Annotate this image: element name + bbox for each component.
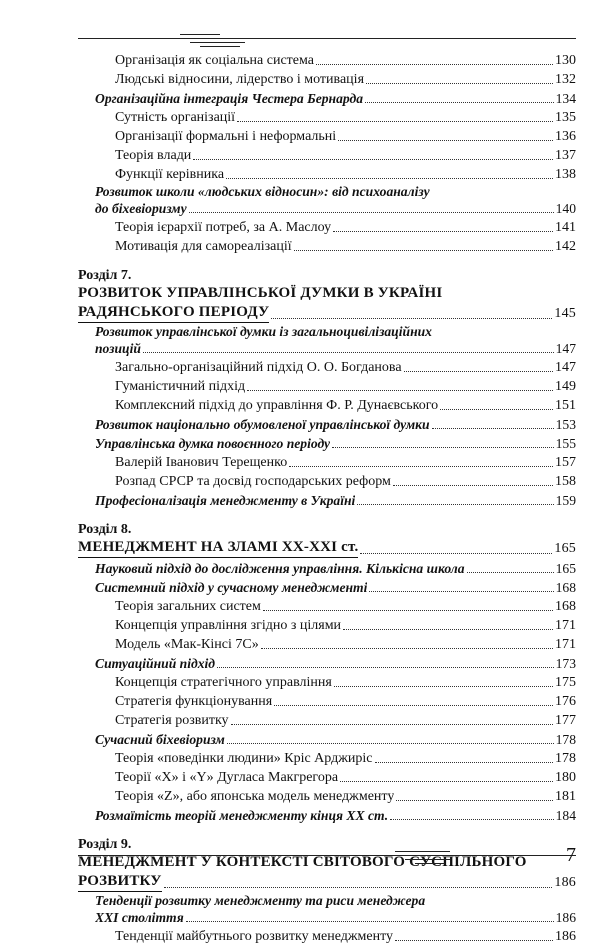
dot-leader bbox=[467, 572, 554, 573]
dot-leader bbox=[340, 781, 553, 782]
dot-leader bbox=[247, 390, 553, 391]
toc-entry-page: 184 bbox=[555, 808, 576, 823]
toc-entry-page: 153 bbox=[555, 417, 576, 432]
toc-entry-page: 176 bbox=[555, 694, 576, 709]
toc-entry[interactable] bbox=[78, 414, 576, 433]
section-7-page: 145 bbox=[554, 306, 576, 321]
bottom-ornament-line-1 bbox=[395, 851, 450, 852]
dot-leader bbox=[294, 250, 553, 251]
toc-entry[interactable] bbox=[78, 615, 576, 634]
toc-entry-text: Управлінська думка повоєнного періоду bbox=[95, 436, 331, 451]
section-7-title-line1: РОЗВИТОК УПРАВЛІНСЬКОЇ ДУМКИ В УКРАЇНІ bbox=[78, 285, 443, 301]
toc-entry-page: 130 bbox=[555, 53, 576, 68]
toc-entry-text: Розвиток національно обумовленої управлінської думки bbox=[95, 417, 430, 432]
toc-entry-page: 142 bbox=[555, 239, 576, 254]
toc-entry[interactable] bbox=[78, 805, 576, 824]
toc-entry-page: 168 bbox=[555, 580, 576, 595]
toc-entry-page: 175 bbox=[555, 675, 576, 690]
section-9-title-line2[interactable]: РОЗВИТКУ 186 bbox=[78, 873, 576, 890]
dot-leader bbox=[226, 178, 553, 179]
toc-entry-text: Організаційна інтеграція Честера Бернарда bbox=[95, 91, 364, 106]
toc-entry-page: 171 bbox=[555, 618, 576, 633]
page-number: 7 bbox=[566, 844, 576, 866]
bottom-ornament-line-2 bbox=[405, 859, 450, 860]
toc-entry[interactable] bbox=[78, 471, 576, 490]
toc-entry-page: 141 bbox=[555, 220, 576, 235]
toc-entry[interactable] bbox=[78, 145, 576, 164]
toc-entry[interactable] bbox=[78, 433, 576, 452]
toc-entry[interactable] bbox=[78, 748, 576, 767]
toc-entry[interactable] bbox=[78, 164, 576, 183]
toc-entry-page: 155 bbox=[555, 436, 576, 451]
dot-leader bbox=[404, 371, 553, 372]
toc-entry-page: 158 bbox=[555, 474, 576, 489]
toc-entry-text: Людські відносини, лідерство і мотивація bbox=[115, 72, 365, 87]
toc-entry-page: 186 bbox=[555, 929, 576, 944]
dot-leader bbox=[316, 64, 553, 65]
dot-leader bbox=[237, 121, 553, 122]
toc-entry-text: Модель «Мак-Кінсі 7С» bbox=[115, 637, 259, 652]
toc-entry-page: 178 bbox=[555, 751, 576, 766]
dot-leader bbox=[390, 819, 553, 820]
dot-leader bbox=[231, 724, 553, 725]
toc-entry[interactable] bbox=[78, 357, 576, 376]
toc-entry-text: Науковий підхід до дослідження управління. Кількісна школа bbox=[95, 561, 465, 576]
dot-leader bbox=[332, 447, 554, 448]
toc-entry-text: Тенденції майбутнього розвитку менеджменту bbox=[115, 929, 394, 944]
dot-leader bbox=[289, 466, 553, 467]
dot-leader bbox=[334, 686, 553, 687]
toc-entry-page: 140 bbox=[555, 201, 576, 216]
toc-entry-text: Загально-організаційний підхід О. О. Богданова bbox=[115, 360, 402, 375]
toc-entry-page: 171 bbox=[555, 637, 576, 652]
dot-leader bbox=[357, 504, 553, 505]
dot-leader bbox=[333, 231, 553, 232]
section-9-page: 186 bbox=[554, 875, 576, 890]
toc-entry[interactable] bbox=[78, 653, 576, 672]
toc-entry-text: Функції керівника bbox=[115, 167, 225, 182]
toc-entry-text: Комплексний підхід до управління Ф. Р. Дунаєвського bbox=[115, 398, 439, 413]
toc-entry[interactable] bbox=[78, 126, 576, 145]
toc-entry-text: Розпад СРСР та досвід господарських реформ bbox=[115, 474, 391, 489]
toc-entry[interactable] bbox=[78, 395, 576, 414]
dot-leader bbox=[396, 800, 553, 801]
toc-block-1 bbox=[78, 50, 576, 183]
toc-entry-text: Сутність організації bbox=[115, 110, 236, 125]
section-7-title-line2[interactable]: РАДЯНСЬКОГО ПЕРІОДУ 145 bbox=[78, 304, 576, 321]
toc-entry-page: 151 bbox=[555, 398, 576, 413]
toc-entry[interactable] bbox=[78, 596, 576, 615]
toc-entry-page: 177 bbox=[555, 713, 576, 728]
dot-leader bbox=[393, 485, 553, 486]
section-7-label: Розділ 7. bbox=[78, 268, 132, 283]
toc-entry-page: 159 bbox=[555, 493, 576, 508]
toc-entry-wrapped[interactable]: Розвиток управлінської думки із загальноцивілізаційних позицій 147 bbox=[95, 324, 576, 356]
toc-entry-text-line2: до біхевіоризму bbox=[95, 201, 187, 216]
toc-entry[interactable] bbox=[78, 786, 576, 805]
toc-entry-text: Професіоналізація менеджменту в Україні bbox=[95, 493, 356, 508]
dot-leader bbox=[227, 743, 554, 744]
toc-entry[interactable] bbox=[78, 236, 576, 255]
dot-leader bbox=[440, 409, 553, 410]
toc-entry-text: Розмаїтість теорій менеджменту кінця ХХ ст. bbox=[95, 808, 389, 823]
toc-entry[interactable] bbox=[78, 729, 576, 748]
toc-entry-text: Системний підхід у сучасному менеджменті bbox=[95, 580, 368, 595]
toc-entry-wrapped[interactable]: Тенденції розвитку менеджменту та риси менеджера ХХІ століття 186 bbox=[95, 893, 576, 925]
section-9-label: Розділ 9. bbox=[78, 837, 132, 852]
toc-entry-page: 136 bbox=[555, 129, 576, 144]
toc-entry[interactable] bbox=[78, 69, 576, 88]
toc-entry-wrapped[interactable] bbox=[78, 183, 576, 217]
bottom-ornament-line-3 bbox=[415, 863, 445, 864]
top-rule bbox=[78, 38, 576, 39]
top-ornament-line-2 bbox=[190, 42, 245, 43]
toc-entry[interactable] bbox=[78, 558, 576, 577]
toc-entry-text: Організація як соціальна система bbox=[115, 53, 314, 68]
dot-leader bbox=[365, 102, 554, 103]
toc-entry-text: Мотивація для самореалізації bbox=[115, 239, 292, 254]
dot-leader bbox=[263, 610, 553, 611]
toc-entry-text: Гуманістичний підхід bbox=[115, 379, 246, 394]
toc-entry-text: Концепція стратегічного управління bbox=[115, 675, 332, 690]
toc-entry-page: 134 bbox=[555, 91, 576, 106]
toc-entry[interactable] bbox=[78, 691, 576, 710]
toc-entry-text-line1: Розвиток школи «людських відносин»: від психоаналізу bbox=[95, 184, 430, 199]
toc-entry-page: 138 bbox=[555, 167, 576, 182]
dot-leader bbox=[193, 159, 553, 160]
toc-entry-text: Теорія ієрархії потреб, за А. Маслоу bbox=[115, 220, 332, 235]
toc-entry[interactable] bbox=[78, 672, 576, 691]
toc-entry-text: Теорія «поведінки людини» Кріс Арджиріс bbox=[115, 751, 373, 766]
dot-leader bbox=[343, 629, 553, 630]
toc-entry-text: Концепція управління згідно з цілями bbox=[115, 618, 342, 633]
toc-entry-page: 137 bbox=[555, 148, 576, 163]
dot-leader bbox=[274, 705, 553, 706]
section-9-entries bbox=[78, 926, 576, 945]
toc-entry[interactable] bbox=[78, 217, 576, 236]
toc-entry[interactable] bbox=[78, 376, 576, 395]
toc-entry-text: Теорія «Z», або японська модель менеджменту bbox=[115, 789, 395, 804]
table-of-contents bbox=[78, 50, 576, 945]
toc-entry-text: Стратегія функціонування bbox=[115, 694, 273, 709]
toc-entry-page: 181 bbox=[555, 789, 576, 804]
toc-block-1b bbox=[78, 217, 576, 255]
dot-leader bbox=[432, 428, 554, 429]
toc-entry[interactable] bbox=[78, 634, 576, 653]
toc-entry[interactable] bbox=[78, 452, 576, 471]
toc-entry[interactable] bbox=[78, 926, 576, 945]
toc-entry-text: Стратегія розвитку bbox=[115, 713, 229, 728]
toc-entry-page: 147 bbox=[555, 360, 576, 375]
toc-entry-page: 149 bbox=[555, 379, 576, 394]
toc-entry-page: 168 bbox=[555, 599, 576, 614]
toc-entry[interactable] bbox=[78, 50, 576, 69]
toc-entry-page: 165 bbox=[555, 561, 576, 576]
section-8-entries bbox=[78, 558, 576, 824]
bottom-rule bbox=[78, 855, 576, 856]
dot-leader bbox=[369, 591, 553, 592]
dot-leader bbox=[338, 140, 553, 141]
toc-entry[interactable] bbox=[78, 767, 576, 786]
toc-entry-page: 180 bbox=[555, 770, 576, 785]
toc-entry-text: Теорії «Х» і «Y» Дугласа Макгрегора bbox=[115, 770, 339, 785]
dot-leader bbox=[375, 762, 553, 763]
toc-entry-text: Теорія загальних систем bbox=[115, 599, 261, 614]
toc-entry[interactable] bbox=[78, 710, 576, 729]
section-7-entries bbox=[78, 357, 576, 509]
dot-leader bbox=[395, 940, 553, 941]
toc-entry-text: Теорія влади bbox=[115, 148, 192, 163]
toc-entry-text: Організації формальні і неформальні bbox=[115, 129, 337, 144]
toc-entry-page: 132 bbox=[555, 72, 576, 87]
toc-entry-text: Сучасний біхевіоризм bbox=[95, 732, 225, 747]
toc-entry[interactable] bbox=[78, 490, 576, 509]
section-9-title-line1: МЕНЕДЖМЕНТ У КОНТЕКСТІ СВІТОВОГО СУСПІЛЬНОГО bbox=[78, 854, 527, 870]
section-8-page: 165 bbox=[554, 541, 576, 556]
toc-entry-page: 157 bbox=[555, 455, 576, 470]
toc-entry[interactable] bbox=[78, 88, 576, 107]
toc-entry[interactable] bbox=[78, 577, 576, 596]
toc-entry-page: 173 bbox=[555, 656, 576, 671]
dot-leader bbox=[366, 83, 553, 84]
toc-entry-page: 135 bbox=[555, 110, 576, 125]
top-ornament-line-1 bbox=[180, 34, 220, 35]
dot-leader bbox=[261, 648, 553, 649]
toc-entry[interactable] bbox=[78, 107, 576, 126]
toc-entry-page: 178 bbox=[555, 732, 576, 747]
section-8-title[interactable]: МЕНЕДЖМЕНТ НА ЗЛАМІ ХХ-ХХІ ст. 165 bbox=[78, 539, 576, 556]
toc-entry-text: Ситуаційний підхід bbox=[95, 656, 216, 671]
dot-leader bbox=[217, 667, 554, 668]
section-8-label: Розділ 8. bbox=[78, 522, 132, 537]
toc-entry-text: Валерій Іванович Терещенко bbox=[115, 455, 288, 470]
top-ornament-line-3 bbox=[200, 46, 240, 47]
